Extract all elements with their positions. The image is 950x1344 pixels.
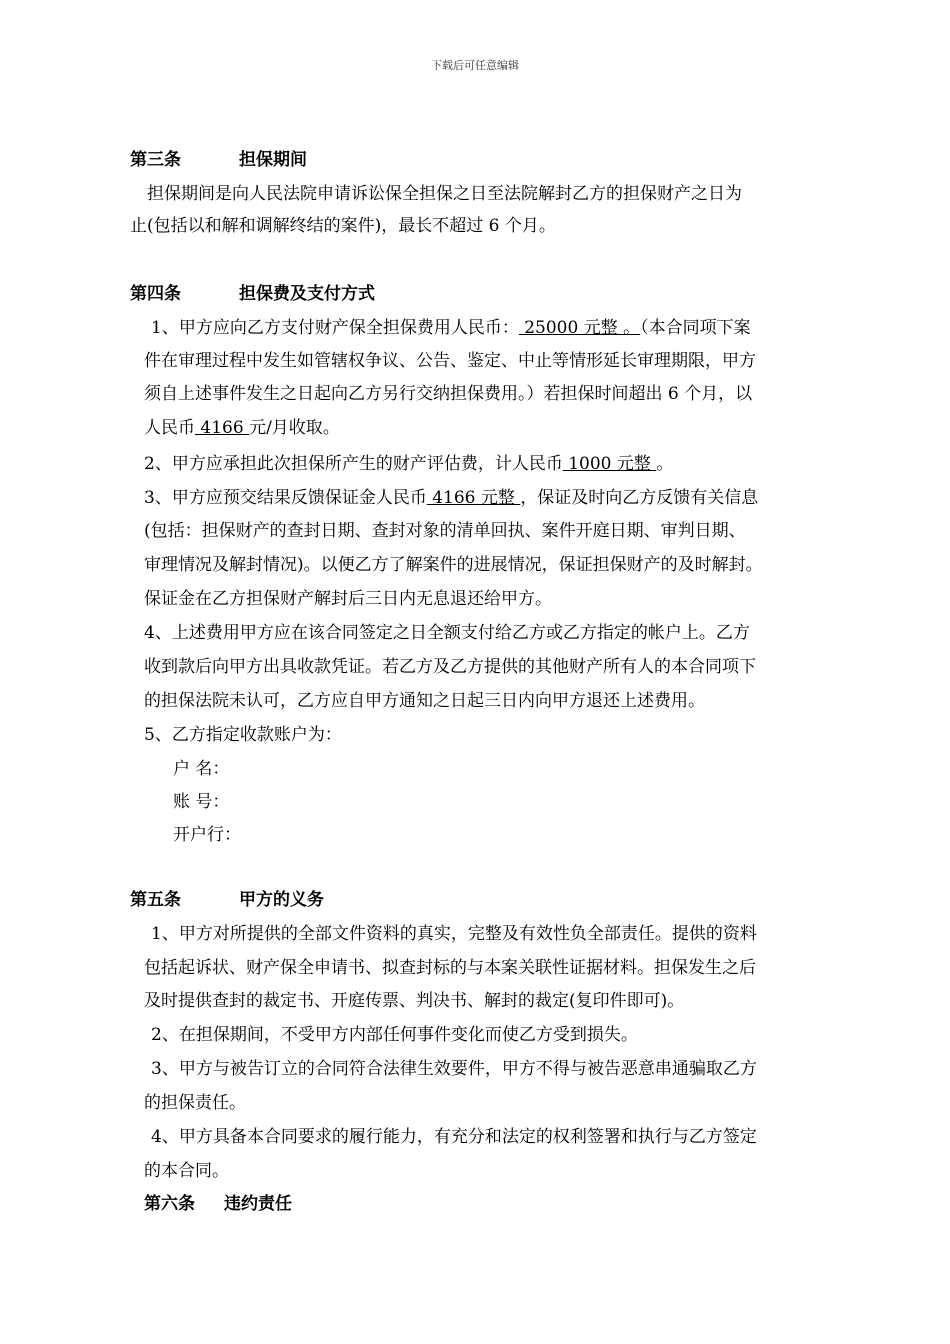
article-3-number: 第三条	[130, 150, 181, 170]
article-4-number: 第四条	[130, 284, 181, 304]
guarantee-fee-amount: 25000 元整 。	[518, 318, 641, 338]
article-5-line-3: 及时提供查封的裁定书、开庭传票、判决书、解封的裁定(复印件即可)。	[144, 991, 685, 1011]
article-4-item-3-line-3: 审理情况及解封情况)。以便乙方了解案件的进展情况，保证担保财产的及时解封。	[144, 555, 763, 575]
monthly-fee-amount: 4166	[195, 418, 250, 438]
article-5-line-4: 2、在担保期间，不受甲方内部任何事件变化而使乙方受到损失。	[151, 1025, 638, 1045]
article-5-line-8: 的本合同。	[144, 1161, 229, 1181]
page-header-note: 下载后可任意编辑	[431, 59, 519, 72]
article-4-item-1-line-2: 件在审理过程中发生如管辖权争议、公告、鉴定、中止等情形延长审理期限，甲方	[144, 351, 756, 371]
article-3-line-2: 止(包括以和解和调解终结的案件)，最长不超过 6 个月。	[130, 216, 556, 236]
article-5-line-7: 4、甲方具备本合同要求的履行能力，有充分和法定的权利签署和执行与乙方签定	[151, 1127, 757, 1147]
appraisal-fee-amount: 1000 元整	[562, 454, 657, 474]
text-segment: ，保证及时向乙方反馈有关信息	[520, 488, 759, 508]
account-number-label: 账 号：	[173, 792, 230, 812]
article-5-line-1: 1、甲方对所提供的全部文件资料的真实，完整及有效性负全部责任。提供的资料	[151, 924, 757, 944]
article-6-number: 第六条	[144, 1194, 195, 1214]
article-5-line-5: 3、甲方与被告订立的合同符合法律生效要件，甲方不得与被告恶意串通骗取乙方	[151, 1059, 757, 1079]
article-4-item-1-line-1	[151, 316, 751, 340]
article-3-heading	[130, 148, 307, 172]
article-4-item-4-line-1: 4、上述费用甲方应在该合同签定之日全额支付给乙方或乙方指定的帐户上。乙方	[144, 623, 750, 643]
article-5-line-6: 的担保责任。	[144, 1093, 246, 1113]
article-4-item-5: 5、乙方指定收款账户为：	[144, 725, 342, 745]
text-segment: （本合同项下案	[640, 318, 751, 338]
text-segment: 元/月收取。	[249, 418, 340, 438]
article-4-title: 担保费及支付方式	[239, 284, 375, 304]
article-4-item-3-line-2: (包括：担保财产的查封日期、查封对象的清单回执、案件开庭日期、审判日期、	[144, 521, 746, 541]
text-segment: 人民币	[144, 418, 195, 438]
article-4-item-1-line-4	[144, 416, 340, 440]
deposit-amount: 4166 元整	[426, 488, 521, 508]
account-bank-label: 开户行：	[173, 825, 241, 845]
text-segment: 2、甲方应承担此次担保所产生的财产评估费，计人民币	[144, 454, 563, 474]
account-name-label: 户 名：	[173, 759, 230, 779]
article-5-heading	[130, 888, 324, 912]
text-segment: 1、甲方应向乙方支付财产保全担保费用人民币：	[151, 318, 519, 338]
article-4-item-4-line-3: 的担保法院未认可，乙方应自甲方通知之日起三日内向甲方退还上述费用。	[144, 691, 705, 711]
article-4-item-3-line-4: 保证金在乙方担保财产解封后三日内无息退还给甲方。	[144, 589, 552, 609]
article-5-number: 第五条	[130, 890, 181, 910]
text-segment: 3、甲方应预交结果反馈保证金人民币	[144, 488, 427, 508]
article-6-heading	[144, 1192, 292, 1216]
article-4-heading	[130, 282, 375, 306]
article-6-title: 违约责任	[224, 1194, 292, 1214]
article-3-title: 担保期间	[239, 150, 307, 170]
article-5-title: 甲方的义务	[239, 890, 324, 910]
article-3-line-1: 担保期间是向人民法院申请诉讼保全担保之日至法院解封乙方的担保财产之日为	[147, 184, 742, 204]
article-4-item-4-line-2: 收到款后向甲方出具收款凭证。若乙方及乙方提供的其他财产所有人的本合同项下	[144, 657, 756, 677]
article-4-item-1-line-3: 须自上述事件发生之日起向乙方另行交纳担保费用。）若担保时间超出 6 个月，以	[144, 384, 753, 404]
article-5-line-2: 包括起诉状、财产保全申请书、拟查封标的与本案关联性证据材料。担保发生之后	[144, 958, 756, 978]
article-4-item-2	[144, 452, 673, 476]
article-4-item-3-line-1	[144, 486, 758, 510]
text-segment: 。	[656, 454, 674, 474]
